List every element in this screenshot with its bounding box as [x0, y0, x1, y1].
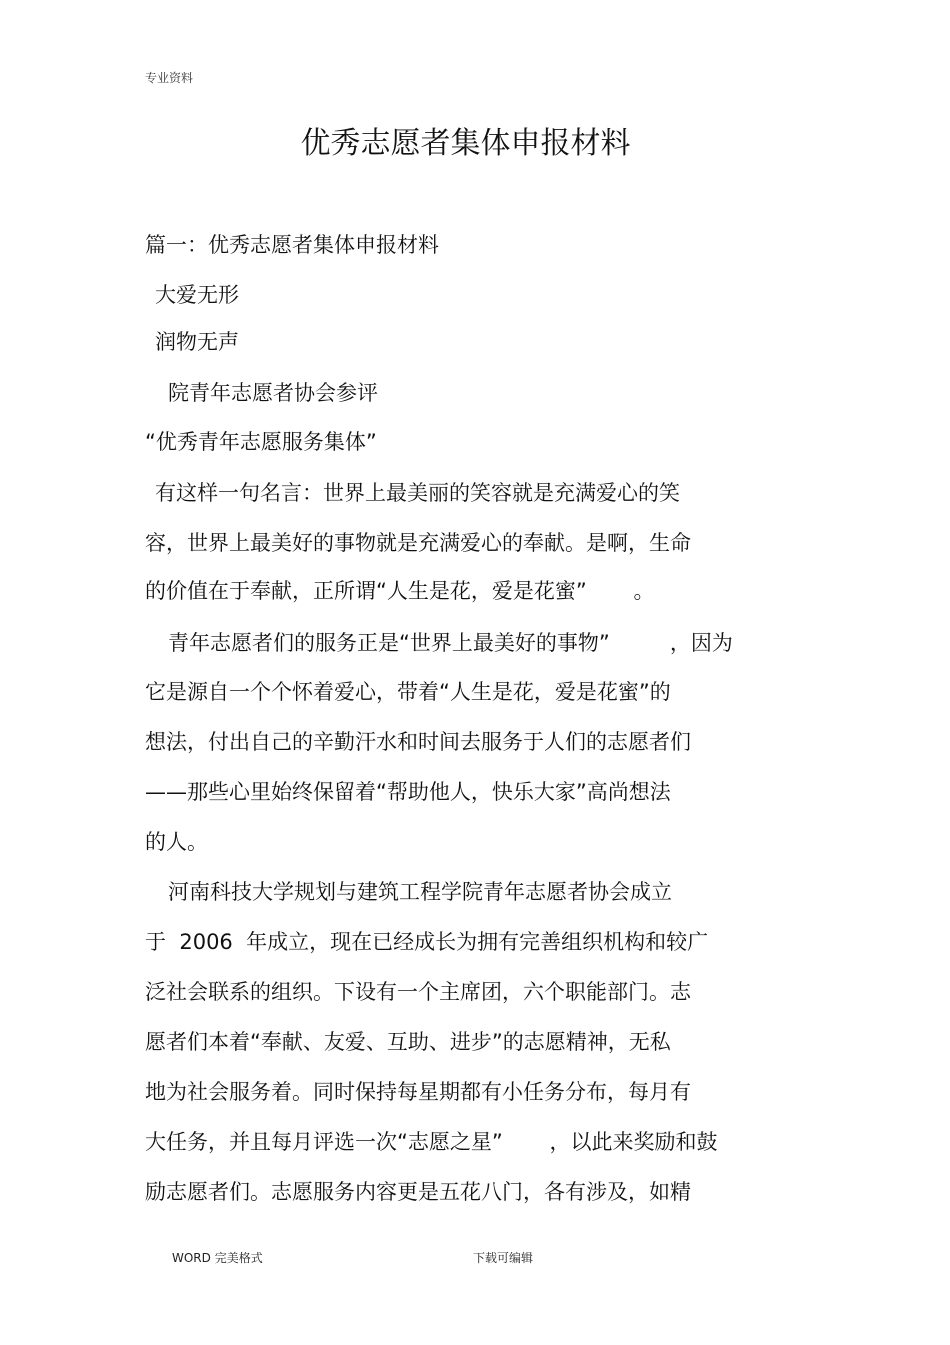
body-line: 大任务，并且每月评选一次“志愿之星” ，以此来奖励和鼓: [145, 1130, 718, 1154]
body-line: 地为社会服务着。同时保持每星期都有小任务分布，每月有: [145, 1080, 691, 1104]
body-line: 有这样一句名言：世界上最美丽的笑容就是充满爱心的笑: [155, 481, 680, 505]
page-header-label: 专业资料: [145, 71, 194, 85]
body-line: 青年志愿者们的服务正是“世界上最美好的事物” ，因为: [168, 631, 733, 655]
body-line: 愿者们本着“奉献、友爱、互助、进步”的志愿精神，无私: [145, 1030, 671, 1054]
section-heading: 篇一：优秀志愿者集体申报材料: [145, 233, 439, 257]
body-line: 想法，付出自己的辛勤汗水和时间去服务于人们的志愿者们: [145, 730, 691, 754]
body-line: “优秀青年志愿服务集体”: [145, 430, 377, 454]
body-line: ——那些心里始终保留着“帮助他人，快乐大家”高尚想法: [145, 780, 671, 804]
body-line: 的价值在于奉献，正所谓“人生是花，爱是花蜜” 。: [145, 579, 655, 603]
body-line: 院青年志愿者协会参评: [168, 381, 378, 405]
body-line: 泛社会联系的组织。下设有一个主席团，六个职能部门。志: [145, 980, 691, 1004]
body-line: 容，世界上最美好的事物就是充满爱心的奉献。是啊，生命: [145, 531, 691, 555]
footer-format-label: WORD 完美格式: [172, 1251, 263, 1265]
body-line: 的人。: [145, 830, 208, 854]
body-line: 河南科技大学规划与建筑工程学院青年志愿者协会成立: [168, 880, 672, 904]
document-title: 优秀志愿者集体申报材料: [300, 126, 631, 161]
body-line: 于 2006 年成立，现在已经成长为拥有完善组织机构和较广: [145, 930, 709, 954]
footer-editable-label: 下载可编辑: [473, 1251, 534, 1265]
body-line: 润物无声: [155, 330, 239, 354]
body-line: 励志愿者们。志愿服务内容更是五花八门，各有涉及，如精: [145, 1180, 691, 1204]
body-line: 它是源自一个个怀着爱心，带着“人生是花，爱是花蜜”的: [145, 680, 671, 704]
body-line: 大爱无形: [155, 283, 239, 307]
